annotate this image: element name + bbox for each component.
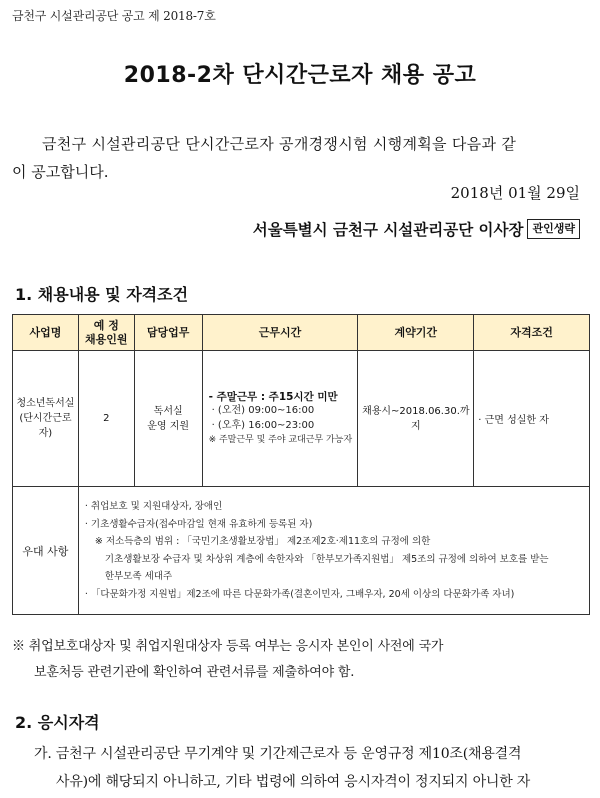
duty-line1: 독서실 <box>153 405 183 417</box>
intro-paragraph <box>12 130 592 186</box>
notice-line-2: 보훈처등 관련기관에 확인하여 관련서류를 제출하여야 함. <box>34 665 355 680</box>
intro-line-2: 이 공고합니다. <box>12 163 109 181</box>
official-seal: 관인생략 <box>527 219 580 239</box>
header-business: 사업명 <box>13 315 79 351</box>
business-line1: 청소년독서실 <box>16 398 75 409</box>
preference-item: · 기초생활수급자(접수마감일 현재 유효하게 등록된 자) <box>84 518 313 530</box>
eligibility-clause <box>12 740 592 796</box>
duty-line2: 운영 지원 <box>147 420 190 432</box>
preference-note: ※ 저소득층의 범위 : 「국민기초생활보장법」 제2조제2호·제11호의 규정에 의한 <box>94 536 431 547</box>
cell-qualification: · 근면 성실한 자 <box>474 351 590 487</box>
section-heading-recruitment: 1. 채용내용 및 자격조건 <box>15 285 189 304</box>
cell-hours <box>202 351 358 487</box>
table-row <box>13 351 590 487</box>
eligibility-notice <box>12 634 590 686</box>
header-headcount-line2: 채용인원 <box>85 332 128 346</box>
header-headcount-line1: 예 정 <box>93 318 119 332</box>
preference-details <box>78 487 589 615</box>
header-qualification: 자격조건 <box>474 315 590 351</box>
intro-line-1: 금천구 시설관리공단 단시간근로자 공개경쟁시험 시행계획을 다음과 같 <box>42 135 517 153</box>
preference-item: · 취업보호 및 지원대상자, 장애인 <box>84 501 223 512</box>
section-heading-eligibility: 2. 응시자격 <box>15 713 100 732</box>
clause-line-1: 가. 금천구 시설관리공단 무기계약 및 기간제근로자 등 운영규정 제10조(채용결격 <box>34 746 522 762</box>
issuer-name: 서울특별시 금천구 시설관리공단 이사장 <box>252 221 524 239</box>
table-header-row <box>13 315 590 351</box>
hours-morning: · (오전) 09:00~16:00 <box>211 405 315 416</box>
preference-note-cont: 기초생활보장 수급자 및 차상위 계층에 속한자와 「한부모가족지원법」 제5조의 규정에 의하여 보호를 받는 <box>104 553 549 565</box>
issuer-block <box>253 218 580 240</box>
preference-row <box>13 487 590 615</box>
cell-business <box>13 351 79 487</box>
hours-afternoon: · (오후) 16:00~23:00 <box>211 419 315 431</box>
preference-item: · 「다문화가정 지원법」제2조에 따른 다문화가족(결혼이민자, 그배우자, 20세 이상의 다문화가족 자녀) <box>84 588 515 600</box>
page-title: 2018-2차 단시간근로자 채용 공고 <box>123 63 477 88</box>
preference-note-cont: 한부모족 세대주 <box>104 571 173 582</box>
cell-contract: 채용시~2018.06.30.까지 <box>358 351 474 487</box>
cell-duty <box>134 351 202 487</box>
header-duty: 담당업무 <box>134 315 202 351</box>
notice-line-1: ※ 취업보호대상자 및 취업지원대상자 등록 여부는 응시자 본인이 사전에 국가 <box>12 639 444 654</box>
business-line2: (단시간근로자) <box>19 413 72 439</box>
hours-main: - 주말근무 : 주15시간 미만 <box>208 390 338 403</box>
hours-note: ※ 주말근무 및 주야 교대근무 가능자 <box>208 435 353 445</box>
header-hours: 근무시간 <box>202 315 358 351</box>
preference-label: 우대 사항 <box>13 487 79 615</box>
clause-line-2: 사유)에 해당되지 아니하고, 기타 법령에 의하여 응시자격이 정지되지 아니한 자 <box>56 774 531 790</box>
header-headcount <box>78 315 134 351</box>
document-number: 금천구 시설관리공단 공고 제 2018-7호 <box>12 9 216 23</box>
header-contract: 계약기간 <box>358 315 474 351</box>
recruitment-table <box>12 314 590 615</box>
cell-headcount: 2 <box>78 351 134 487</box>
announcement-date: 2018년 01월 29일 <box>450 184 580 202</box>
